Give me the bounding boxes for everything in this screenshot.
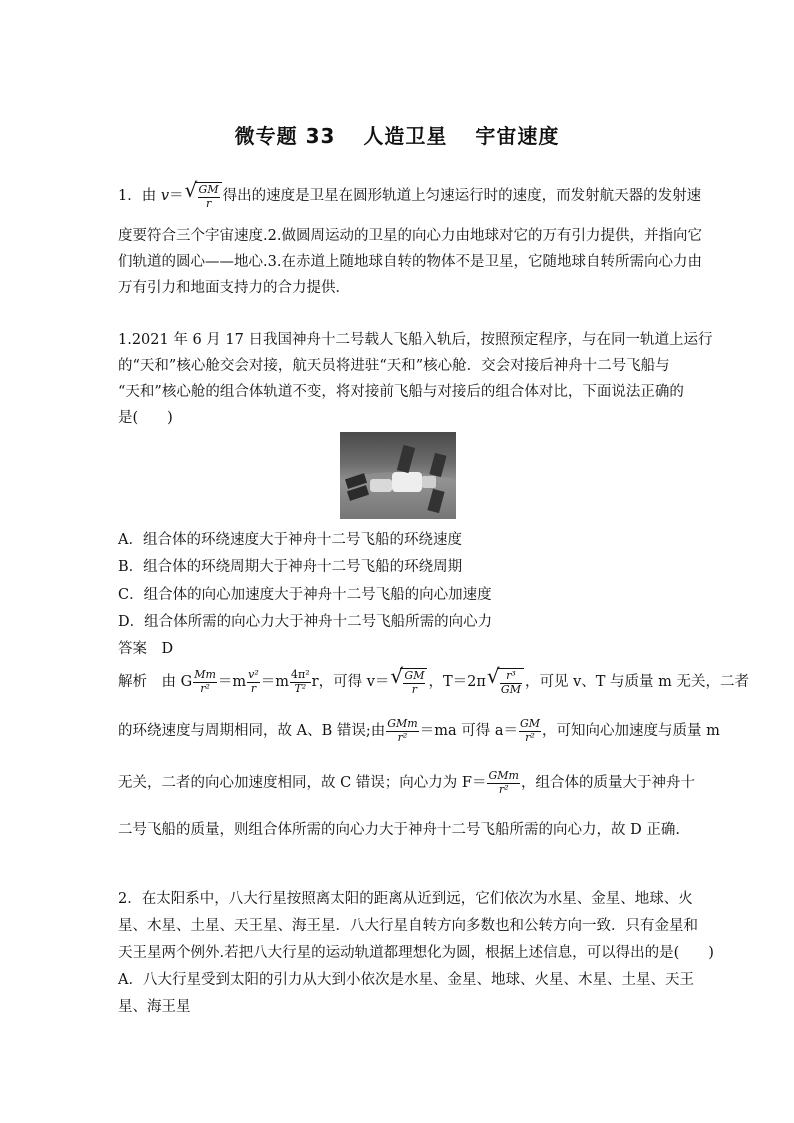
frac-gmm-r2: [386, 718, 418, 744]
spacecraft-photo: [340, 432, 456, 519]
q1-option-a: A．组合体的环绕速度大于神舟十二号飞船的环绕速度: [118, 532, 462, 548]
frac-num: GMm: [488, 769, 519, 782]
frac-v2-r: [247, 669, 260, 695]
note-line-3: 们轨道的圆心——地心.3.在赤道上随地球自转的物体不是卫星，它随地球自转所需向心力由: [118, 254, 702, 270]
frac-den: r²: [397, 730, 408, 744]
analysis-text: ，可知向心加速度与质量 m: [542, 723, 720, 740]
sqrt-gm-r: √ $\frac{GM}{r}$: [390, 668, 427, 696]
note-line-1: [118, 178, 702, 210]
title-topic-2: 宇宙速度: [475, 124, 560, 148]
frac-num: Mm: [194, 668, 216, 681]
sqrt-gm-r: √ $\frac{GM}{r}$: [185, 182, 222, 210]
analysis-line-4: 二号飞船的质量，则组合体所需的向心力大于神舟十二号飞船所需的向心力，故 D 正确.: [118, 822, 680, 838]
frac-mm-r2: [193, 669, 217, 695]
analysis-text: r，可得 v＝: [311, 674, 390, 691]
frac-den: r²: [200, 681, 210, 695]
analysis-text: 的环绕速度与周期相同，故 A、B 错误;由: [118, 723, 386, 740]
analysis-text: 无关，二者的向心加速度相同，故 C 错误；向心力为 F＝: [118, 775, 487, 792]
note-line-4: 万有引力和地面支持力的合力提供．: [118, 280, 350, 296]
q1-option-b: B．组合体的环绕周期大于神舟十二号飞船的环绕周期: [118, 559, 463, 575]
note-text: 得出的速度是卫星在圆形轨道上匀速运行时的速度，而发射航天器的发射速: [222, 188, 702, 205]
analysis-label: 解析: [118, 674, 147, 691]
frac-num: 4π²: [291, 668, 310, 681]
frac-den: GM: [500, 682, 521, 696]
frac-den: r²: [498, 782, 509, 796]
analysis-text: ＝m: [260, 674, 290, 691]
q1-option-d: D．组合体所需的向心力大于神舟十二号飞船所需的向心力: [118, 614, 493, 630]
title-topic-number: 微专题 33: [234, 124, 336, 148]
equals: ＝: [169, 188, 184, 205]
q1-line-3: “天和”核心舱的组合体轨道不变，将对接前飞船与对接后的组合体对比，下面说法正确的: [118, 384, 684, 400]
frac-num: GM: [198, 183, 219, 196]
analysis-text: ，组合体的质量大于神舟十: [520, 775, 695, 792]
analysis-text: 由 G: [161, 674, 193, 691]
sqrt-r3-gm: √ $\frac{\text{r³}}{GM}$: [487, 668, 524, 696]
analysis-text: ＝ma 可得 a＝: [419, 723, 518, 740]
frac-den: r: [205, 196, 212, 210]
analysis-line-1: [118, 664, 750, 696]
frac-den: r: [250, 681, 257, 695]
frac-den: r²: [525, 730, 535, 744]
frac-num: GM: [519, 717, 541, 730]
frac-gmm-r2-force: [487, 770, 519, 796]
q1-line-1: 1.2021 年 6 月 17 日我国神舟十二号载人飞船入轨后，按照预定程序，与在同一轨道上运行: [118, 332, 713, 348]
frac-4pi2-t2: [290, 669, 311, 695]
title-topic-1: 人造卫星: [363, 124, 448, 148]
frac-den: r: [411, 682, 418, 696]
frac-den: T²: [294, 681, 307, 695]
analysis-text: ，可见 v、T 与质量 m 无关，二者: [524, 674, 750, 691]
frac-num: GM: [404, 669, 425, 682]
analysis-text: ＝m: [217, 674, 247, 691]
note-line-2: 度要符合三个宇宙速度.2.做圆周运动的卫星的向心力由地球对它的万有引力提供，并指向它: [118, 228, 702, 244]
q1-option-c: C．组合体的向心加速度大于神舟十二号飞船的向心加速度: [118, 587, 492, 603]
q2-line-1: 2．在太阳系中，八大行星按照离太阳的距离从近到远，它们依次为水星、金星、地球、火: [118, 891, 693, 907]
q2-line-3: 天王星两个例外.若把八大行星的运动轨道都理想化为圆，根据上述信息，可以得出的是( ): [118, 945, 714, 961]
q2-line-2: 星、木星、土星、天王星、海王星．八大行星自转方向多数也和公转方向一致．只有金星和: [118, 918, 698, 934]
q2-option-a-line-2: 星、海王星: [118, 999, 191, 1015]
q1-line-2: 的“天和”核心舱交会对接，航天员将进驻“天和”核心舱．交会对接后神舟十二号飞船与: [118, 358, 670, 374]
frac-num: r³: [500, 670, 522, 684]
frac-num: GMm: [387, 717, 418, 730]
frac-num: v²: [248, 668, 259, 681]
analysis-line-3: [118, 770, 695, 796]
frac-gm-r2: [519, 718, 541, 744]
page-title: [0, 120, 794, 149]
q1-line-4: 是( ): [118, 410, 173, 426]
note-prefix: 1．由: [118, 188, 161, 205]
analysis-line-2: [118, 718, 720, 744]
analysis-text: ，T＝2π: [428, 674, 486, 691]
var-v: v: [160, 188, 170, 205]
q2-option-a-line-1: A．八大行星受到太阳的引力从大到小依次是水星、金星、地球、火星、木星、土星、天王: [118, 972, 694, 988]
q1-answer: 答案 D: [118, 641, 174, 657]
